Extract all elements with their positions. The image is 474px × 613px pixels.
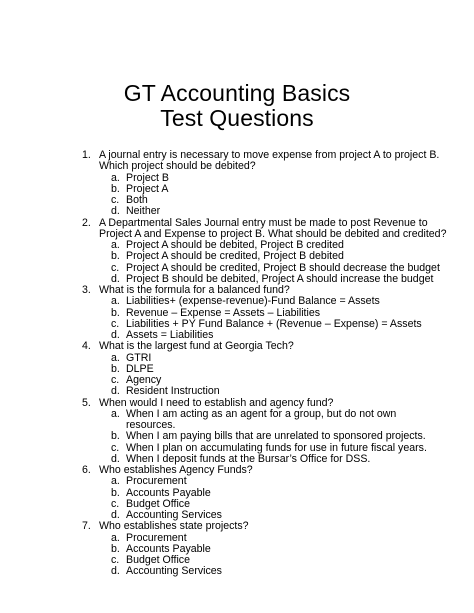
option-text: Liabilities+ (expense-revenue)-Fund Balance = Assets [126, 295, 380, 308]
option-label: d. [111, 329, 120, 341]
option-label: d. [111, 272, 120, 285]
option-text: Project B [126, 171, 169, 184]
question-number: 4. [82, 340, 91, 353]
option-label: b. [111, 362, 120, 375]
option-label: d. [111, 385, 120, 398]
question-item [82, 398, 472, 466]
answer-option [111, 409, 472, 432]
question-text: A Departmental Sales Journal entry must be made to post Revenue to Project A and Expense to project B. What should be debited and credited? [99, 216, 447, 240]
option-text: Procurement [126, 531, 187, 544]
answer-option [111, 184, 472, 195]
question-list [82, 150, 472, 578]
option-label: a. [111, 295, 120, 308]
answer-option [111, 206, 472, 217]
option-text: Both [126, 194, 148, 206]
answer-options [99, 296, 472, 341]
option-label: d. [111, 452, 120, 465]
option-text: Revenue – Expense = Assets – Liabilities [126, 306, 321, 319]
answer-option [111, 386, 472, 397]
option-text: Project A should be credited, Project B should decrease the budget [126, 261, 440, 274]
answer-option [111, 353, 472, 364]
answer-options [99, 173, 472, 218]
document-subtitle: Test Questions [160, 105, 314, 131]
option-text: Budget Office [126, 497, 190, 510]
answer-option [111, 476, 472, 487]
option-label: c. [111, 194, 120, 206]
option-label: b. [111, 182, 120, 195]
option-label: c. [111, 374, 120, 386]
option-text: Project B should be debited, Project A should increase the budget [126, 272, 434, 285]
question-number: 6. [82, 464, 91, 476]
question-text: A journal entry is necessary to move expense from project A to project B. Which project should be debited? [99, 149, 440, 173]
option-label: b. [111, 430, 120, 443]
question-item [82, 285, 472, 341]
option-text: Budget Office [126, 554, 190, 566]
option-label: d. [111, 565, 120, 578]
question-item [82, 341, 472, 397]
option-label: d. [111, 205, 120, 218]
option-text: Project A should be credited, Project B debited [126, 250, 344, 263]
option-label: a. [111, 407, 120, 420]
option-label: c. [111, 554, 120, 566]
answer-options [99, 409, 472, 465]
question-number: 1. [82, 149, 91, 161]
answer-options [99, 353, 472, 398]
question-number: 5. [82, 396, 91, 409]
option-label: a. [111, 531, 120, 544]
answer-options [99, 533, 472, 578]
option-label: d. [111, 509, 120, 521]
option-text: When I am acting as an agent for a group, but do not own resources. [126, 407, 397, 431]
option-label: b. [111, 306, 120, 319]
question-text: Who establishes Agency Funds? [99, 464, 253, 476]
question-item [82, 521, 472, 577]
document-title: GT Accounting Basics [123, 80, 351, 106]
option-label: a. [111, 351, 120, 364]
option-text: When I am paying bills that are unrelated to sponsored projects. [126, 430, 426, 443]
answer-option [111, 195, 472, 206]
option-label: c. [111, 441, 120, 454]
option-text: Liabilities + PY Fund Balance + (Revenue – Expense) = Assets [126, 317, 422, 330]
option-label: b. [111, 250, 120, 263]
question-number: 3. [82, 284, 91, 296]
option-text: Accounts Payable [126, 542, 211, 555]
answer-option [111, 431, 472, 442]
option-label: b. [111, 486, 120, 499]
option-text: Procurement [126, 475, 187, 488]
answer-options [99, 476, 472, 521]
option-text: DLPE [126, 362, 154, 375]
question-text: When would I need to establish and agency fund? [99, 396, 334, 409]
option-text: Project A should be debited, Project B credited [126, 239, 344, 251]
answer-option [111, 566, 472, 577]
option-text: When I plan on accumulating funds for use in future fiscal years. [126, 441, 427, 454]
option-label: c. [111, 497, 120, 510]
question-number: 2. [82, 216, 91, 229]
answer-option [111, 251, 472, 262]
question-item [82, 150, 472, 218]
question-item [82, 218, 472, 286]
option-label: b. [111, 542, 120, 555]
option-text: Agency [126, 374, 162, 386]
option-label: c. [111, 317, 120, 330]
option-label: a. [111, 475, 120, 488]
option-text: Resident Instruction [126, 385, 220, 398]
question-number: 7. [82, 520, 91, 533]
option-text: GTRI [126, 351, 152, 364]
option-text: Accounting Services [126, 509, 222, 521]
answer-option [111, 364, 472, 375]
option-label: a. [111, 171, 120, 184]
question-text: What is the formula for a balanced fund? [99, 284, 290, 296]
option-text: When I deposit funds at the Bursar’s Office for DSS. [126, 452, 371, 465]
option-label: a. [111, 239, 120, 251]
option-text: Assets = Liabilities [126, 329, 214, 341]
question-item [82, 465, 472, 521]
option-label: c. [111, 261, 120, 274]
answer-option [111, 296, 472, 307]
question-text: Who establishes state projects? [99, 520, 249, 533]
option-text: Project A [126, 182, 169, 195]
option-text: Neither [126, 205, 161, 218]
question-text: What is the largest fund at Georgia Tech? [99, 340, 294, 353]
option-text: Accounting Services [126, 565, 222, 578]
answer-options [99, 240, 472, 285]
option-text: Accounts Payable [126, 486, 211, 499]
